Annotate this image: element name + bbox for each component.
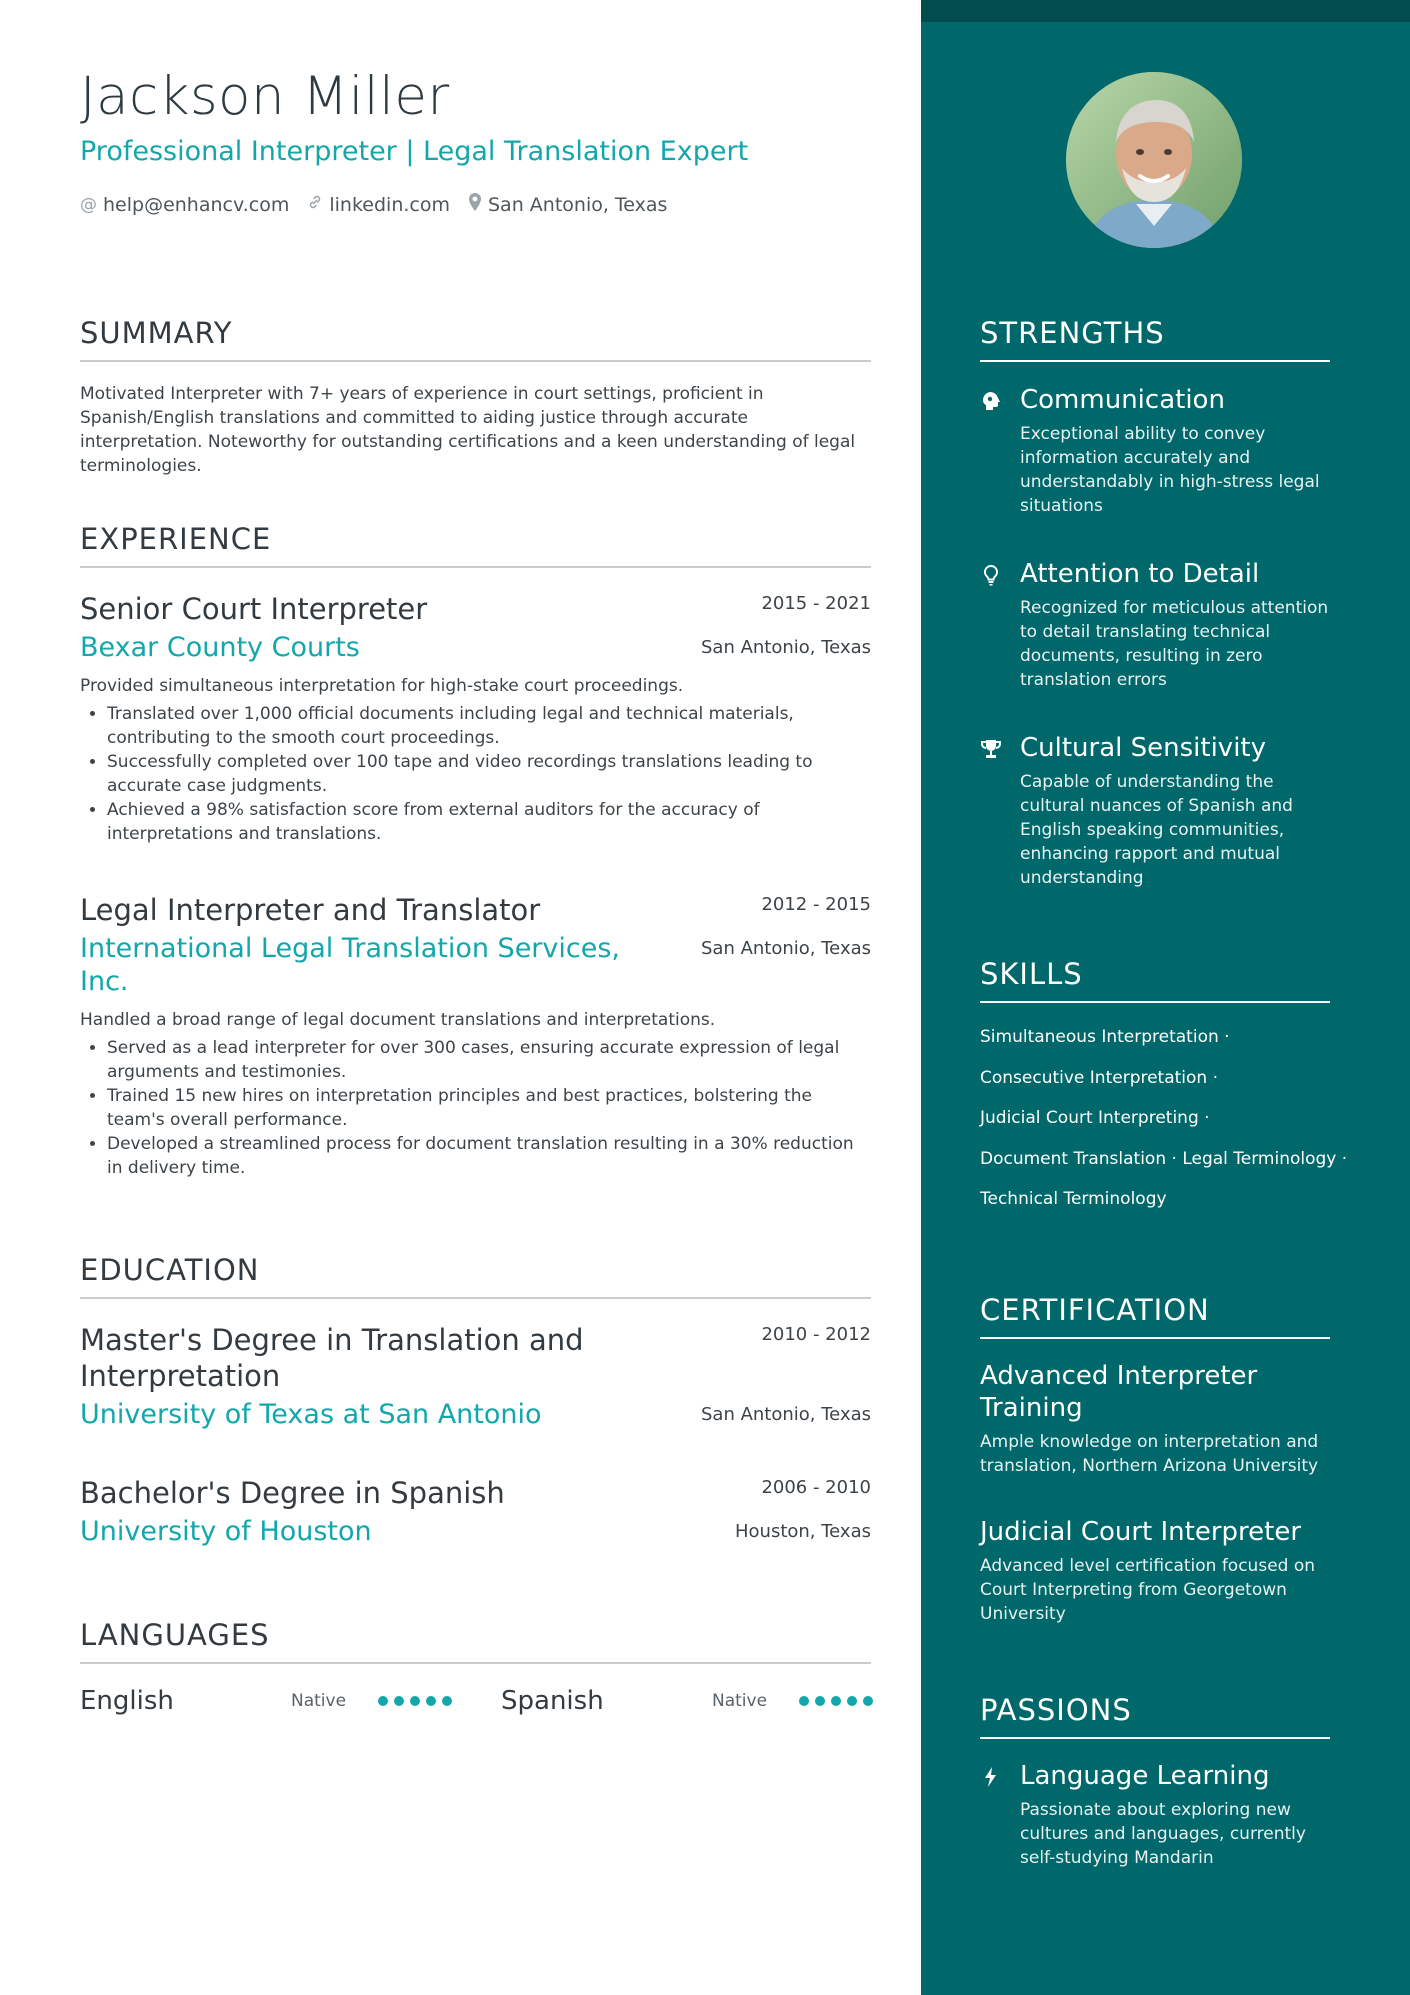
at-icon: @: [80, 194, 97, 215]
language-dots: [799, 1696, 873, 1706]
education-entry: [80, 1322, 871, 1431]
contact-location: [468, 193, 667, 216]
contact-email[interactable]: [80, 193, 289, 216]
education-dates: 2010 - 2012: [761, 1324, 871, 1345]
certification-desc: Ample knowledge on interpretation and translation, Northern Arizona University: [980, 1432, 1319, 1476]
skills-heading: SKILLS: [980, 957, 1330, 1003]
strength-title: Cultural Sensitivity: [1020, 733, 1266, 763]
education-entry: [80, 1475, 871, 1548]
job-bullet: • Successfully completed over 100 tape and video recordings translations leading to accurate case judgments.: [107, 750, 871, 798]
language-level: Native: [291, 1691, 347, 1711]
languages-section: [80, 1618, 871, 1664]
degree-title: Bachelor's Degree in Spanish: [80, 1476, 505, 1510]
certification-title: Judicial Court Interpreter: [980, 1517, 1302, 1547]
skill-item: Simultaneous Interpretation ·: [980, 1027, 1230, 1047]
school-name: University of Houston: [80, 1516, 372, 1547]
passion-title: Language Learning: [1020, 1761, 1270, 1791]
school-name: University of Texas at San Antonio: [80, 1399, 542, 1430]
proficiency-dot: [410, 1696, 420, 1706]
job-dates: 2012 - 2015: [761, 894, 871, 915]
job-location: San Antonio, Texas: [701, 637, 871, 658]
strength-item: [980, 558, 1340, 692]
candidate-name: Jackson Miller: [80, 66, 450, 127]
avatar: [1066, 72, 1242, 248]
brain-icon: [980, 390, 1002, 412]
certification-desc: Advanced level certification focused on Court Interpreting from Georgetown University: [980, 1556, 1316, 1624]
language-name: Spanish: [501, 1686, 604, 1716]
school-location: Houston, Texas: [734, 1521, 871, 1542]
passions-section: [980, 1693, 1330, 1739]
proficiency-dot: [799, 1696, 809, 1706]
summary-heading: SUMMARY: [80, 316, 871, 362]
certification-heading: CERTIFICATION: [980, 1293, 1330, 1339]
job-entry: [80, 892, 871, 1180]
job-bullet: • Achieved a 98% satisfaction score from external auditors for the accuracy of interpretations and translations.: [107, 798, 871, 846]
certification-section: [980, 1293, 1330, 1339]
lightbulb-icon: [980, 564, 1002, 586]
education-heading: EDUCATION: [80, 1253, 871, 1299]
skill-item: Consecutive Interpretation ·: [980, 1068, 1219, 1088]
job-title: Legal Interpreter and Translator: [80, 893, 541, 927]
passion-desc: Passionate about exploring new cultures and languages, currently self-studying Mandarin: [1020, 1800, 1306, 1868]
job-company: Bexar County Courts: [80, 632, 360, 663]
job-bullets: [80, 1036, 871, 1180]
school-location: San Antonio, Texas: [701, 1404, 871, 1425]
strength-title: Communication: [1020, 385, 1225, 415]
strengths-section: [980, 316, 1330, 362]
language-item: [80, 1683, 450, 1719]
strength-item: [980, 732, 1340, 890]
strength-title: Attention to Detail: [1020, 559, 1260, 589]
job-bullets: [80, 702, 871, 846]
strengths-heading: STRENGTHS: [980, 316, 1330, 362]
lightning-icon: [980, 1766, 1002, 1788]
proficiency-dot: [442, 1696, 452, 1706]
proficiency-dot: [847, 1696, 857, 1706]
language-dots: [378, 1696, 452, 1706]
strength-desc: Capable of understanding the cultural nuances of Spanish and English speaking communities, enhancing rapport and mutual understanding: [1020, 772, 1293, 888]
experience-section: [80, 522, 871, 568]
trophy-icon: [980, 738, 1002, 760]
passion-item: [980, 1760, 1340, 1870]
passions-heading: PASSIONS: [980, 1693, 1330, 1739]
location-text: San Antonio, Texas: [488, 193, 668, 216]
job-bullet: • Trained 15 new hires on interpretation principles and best practices, bolstering the team's overall performance.: [107, 1084, 871, 1132]
sidebar-top-band: [921, 0, 1410, 22]
job-dates: 2015 - 2021: [761, 593, 871, 614]
skill-item: Judicial Court Interpreting ·: [980, 1108, 1210, 1128]
job-location: San Antonio, Texas: [701, 938, 871, 959]
candidate-tagline: Professional Interpreter | Legal Translation Expert: [80, 136, 749, 167]
job-description: Provided simultaneous interpretation for high-stake court proceedings.: [80, 676, 684, 696]
job-title: Senior Court Interpreter: [80, 592, 428, 626]
job-bullet: • Developed a streamlined process for document translation resulting in a 30% reduction in delivery time.: [107, 1132, 871, 1180]
degree-title: Master's Degree in Translation and Interpretation: [80, 1323, 584, 1393]
language-level: Native: [712, 1691, 768, 1711]
language-item: [501, 1683, 871, 1719]
language-name: English: [80, 1686, 174, 1716]
education-dates: 2006 - 2010: [761, 1477, 871, 1498]
skills-section: [980, 957, 1330, 1003]
email-text: help@enhancv.com: [103, 193, 290, 216]
linkedin-text: linkedin.com: [329, 193, 450, 216]
certification-item: [980, 1516, 1330, 1626]
certification-title: Advanced Interpreter Training: [980, 1361, 1258, 1423]
job-bullet: • Translated over 1,000 official documents including legal and technical materials, contributing to the smooth court proceedings.: [107, 702, 871, 750]
proficiency-dot: [378, 1696, 388, 1706]
proficiency-dot: [863, 1696, 873, 1706]
proficiency-dot: [426, 1696, 436, 1706]
proficiency-dot: [815, 1696, 825, 1706]
strength-desc: Recognized for meticulous attention to detail translating technical documents, resulting in zero translation errors: [1020, 598, 1329, 690]
education-section: [80, 1253, 871, 1299]
summary-section: [80, 316, 871, 478]
location-pin-icon: [468, 193, 482, 216]
job-bullet: • Served as a lead interpreter for over 300 cases, ensuring accurate expression of legal arguments and testimonies.: [107, 1036, 871, 1084]
certification-item: [980, 1360, 1330, 1478]
job-company: International Legal Translation Services, Inc.: [80, 933, 620, 997]
job-entry: [80, 591, 871, 846]
skill-item: Technical Terminology: [980, 1189, 1167, 1209]
experience-heading: EXPERIENCE: [80, 522, 871, 568]
strength-item: [980, 384, 1340, 518]
summary-text: Motivated Interpreter with 7+ years of experience in court settings, proficient in Spanish/English translations and committed to aiding justice through accurate interpretation. Noteworthy for outstanding certifications and a keen understanding of legal terminologies.: [80, 384, 856, 476]
proficiency-dot: [394, 1696, 404, 1706]
contact-linkedin[interactable]: [307, 193, 450, 216]
job-description: Handled a broad range of legal document translations and interpretations.: [80, 1010, 716, 1030]
contact-bar: [80, 193, 667, 216]
strength-desc: Exceptional ability to convey information accurately and understandably in high-stress legal situations: [1020, 424, 1320, 516]
link-icon: [307, 194, 323, 215]
proficiency-dot: [831, 1696, 841, 1706]
skill-item: Document Translation · Legal Terminology ·: [980, 1149, 1348, 1169]
languages-heading: LANGUAGES: [80, 1618, 871, 1664]
